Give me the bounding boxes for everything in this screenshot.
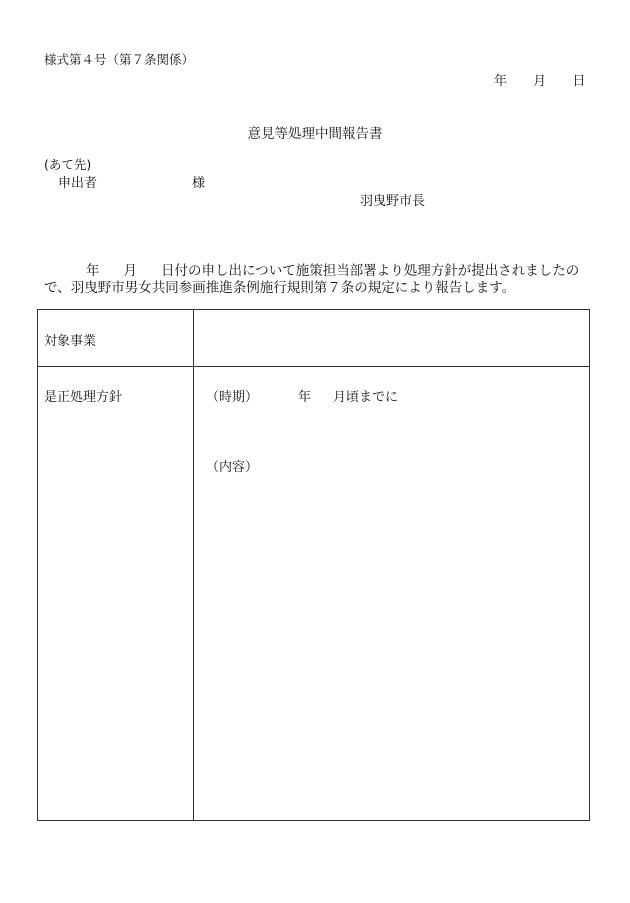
addressee-label: (あて先) [44,157,92,172]
body-line-1-text: 日付の申し出について施策担当部署より処理方針が提出されましたの [161,263,580,279]
table-column-divider [193,310,194,820]
issuer-name: 羽曳野市長 [360,194,426,209]
date-day-label: 日 [572,74,586,89]
applicant-label: 申出者 [58,176,98,191]
body-month-label: 月 [123,263,137,279]
applicant-line [58,172,206,191]
date-year-label: 年 [494,74,508,89]
correction-policy-label: 是正処理方針 [44,390,123,405]
timing-line [206,386,398,405]
timing-label: （時期） [206,390,259,405]
content-label: （内容） [206,460,259,475]
date-month-label: 月 [533,74,547,89]
applicant-suffix: 様 [192,176,206,191]
timing-month-label: 月頃までに [333,390,399,405]
target-project-label: 対象事業 [44,334,97,349]
form-number: 様式第４号（第７条関係） [44,52,195,67]
report-table [37,309,590,821]
date-line [494,70,585,89]
table-row-divider [38,366,589,367]
body-line-2: で、羽曳野市男女共同参画推進条例施行規則第７条の規定により報告します。 [44,280,516,296]
document-title: 意見等処理中間報告書 [247,126,383,142]
body-year-label: 年 [86,263,100,279]
timing-year-label: 年 [298,390,312,405]
